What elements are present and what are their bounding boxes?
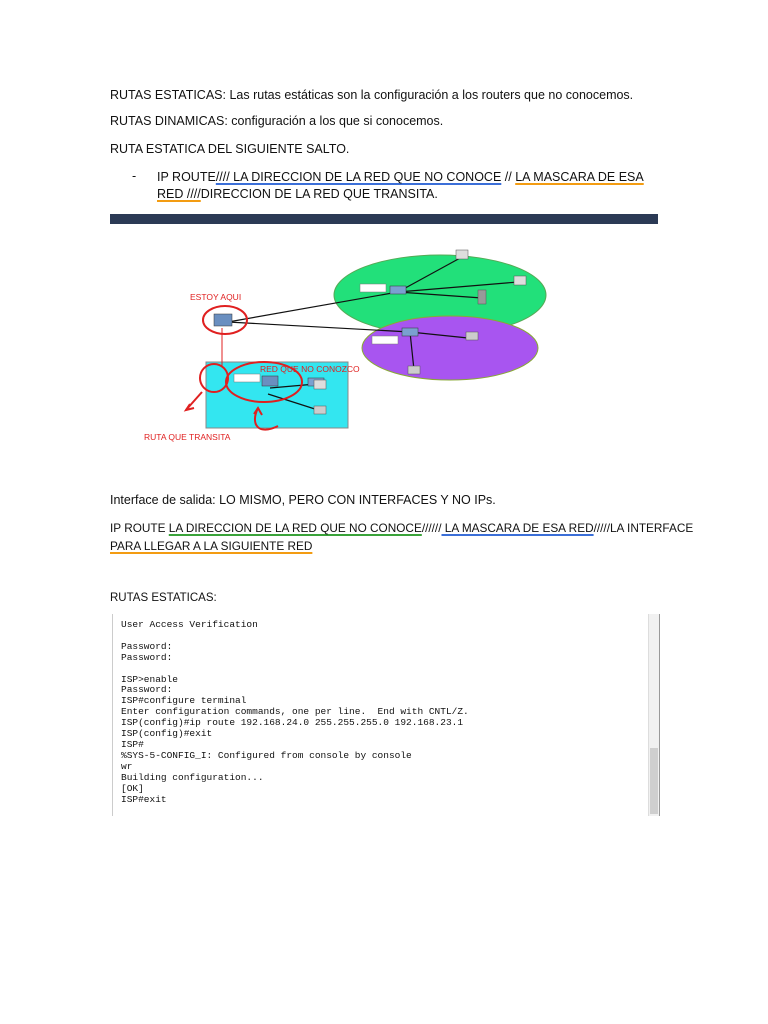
bullet-dash: - xyxy=(132,169,137,183)
network-label-box xyxy=(372,336,398,344)
ruta-transita-label: RUTA QUE TRANSITA xyxy=(144,432,231,442)
terminal-line xyxy=(121,664,469,675)
paragraph-rutas-dinamicas: RUTAS DINAMICAS: configuración a los que si conocemos. xyxy=(110,114,444,128)
paragraph-ip-route xyxy=(110,520,693,537)
terminal-line: %SYS-5-CONFIG_I: Configured from console by console xyxy=(121,749,412,761)
laptop-icon xyxy=(314,406,326,414)
terminal-line: ISP#configure terminal xyxy=(121,695,247,707)
rutas-estaticas-label: RUTAS ESTATICAS: xyxy=(110,592,217,604)
network-diagram-image xyxy=(110,214,658,454)
network-diagram xyxy=(110,214,658,454)
terminal-output xyxy=(121,620,469,805)
terminal-line: User Access Verification xyxy=(121,619,258,630)
paragraph-ruta-siguiente-salto: RUTA ESTATICA DEL SIGUIENTE SALTO. xyxy=(110,142,350,156)
switch-icon xyxy=(402,328,418,336)
router-isp-icon xyxy=(214,314,232,326)
ip-siguiente-red: PARA LLEGAR A LA SIGUIENTE RED xyxy=(110,539,313,553)
laptop-icon xyxy=(466,332,478,340)
pc-icon xyxy=(456,250,468,259)
laptop-icon xyxy=(408,366,420,374)
ip-interface: /////LA INTERFACE xyxy=(593,521,694,535)
terminal-line: ISP#exit xyxy=(121,793,167,805)
bullet-ip-route: IP ROUTE xyxy=(157,170,216,184)
terminal-line: Password: xyxy=(121,651,173,663)
terminal-scrollbar[interactable] xyxy=(648,614,659,816)
terminal-line: [OK] xyxy=(121,782,144,794)
ip-mascara: LA MASCARA DE ESA RED xyxy=(441,521,594,535)
network-label-box xyxy=(234,374,260,382)
server-icon xyxy=(478,290,486,304)
terminal-line: ISP(config)#exit xyxy=(121,728,213,740)
diagram-toolbar xyxy=(110,214,658,224)
pc-icon xyxy=(314,380,326,389)
router-icon xyxy=(262,376,278,386)
ip-route-prefix: IP ROUTE xyxy=(110,521,169,535)
bullet-line-2 xyxy=(157,186,438,203)
terminal-screenshot xyxy=(112,614,660,816)
terminal-line: Password: xyxy=(121,640,173,652)
switch-icon xyxy=(390,286,406,294)
estoy-aqui-label: ESTOY AQUI xyxy=(190,292,242,302)
terminal-line: ISP# xyxy=(121,738,144,750)
ip-sep: ////// xyxy=(421,521,442,535)
purple-network xyxy=(362,316,538,380)
paragraph-ip-route-2 xyxy=(110,538,312,555)
bullet-red-sep: RED //// xyxy=(157,187,201,201)
bullet-dir-red: //// LA DIRECCION DE LA RED QUE NO CONOCE xyxy=(215,170,502,184)
terminal-line: Building configuration... xyxy=(121,771,264,783)
network-label-box xyxy=(360,284,386,292)
terminal-line: ISP>enable xyxy=(121,673,179,685)
bullet-transita: DIRECCION DE LA RED QUE TRANSITA. xyxy=(200,187,438,201)
terminal-line: Enter configuration commands, one per line. End with CNTL/Z. xyxy=(121,706,469,718)
bullet-sep: // xyxy=(501,170,516,184)
terminal-line: ISP(config)#ip route 192.168.24.0 255.255.255.0 192.168.23.1 xyxy=(121,717,464,729)
paragraph-rutas-estaticas: RUTAS ESTATICAS: Las rutas estáticas son la configuración a los routers que no conocemos. xyxy=(110,88,634,102)
ip-dir-red: LA DIRECCION DE LA RED QUE NO CONOCE xyxy=(168,521,422,535)
terminal-line: Password: xyxy=(121,684,173,696)
terminal-line: wr xyxy=(121,760,133,772)
bullet-line-1 xyxy=(157,169,644,186)
red-no-conozco-label: RED QUE NO CONOZCO xyxy=(260,364,360,374)
bullet-mascara: LA MASCARA DE ESA xyxy=(515,170,644,184)
scrollbar-thumb[interactable] xyxy=(650,748,658,814)
terminal-line xyxy=(121,631,469,642)
paragraph-interface-salida: Interface de salida: LO MISMO, PERO CON INTERFACES Y NO IPs. xyxy=(110,493,496,507)
pc-icon xyxy=(514,276,526,285)
